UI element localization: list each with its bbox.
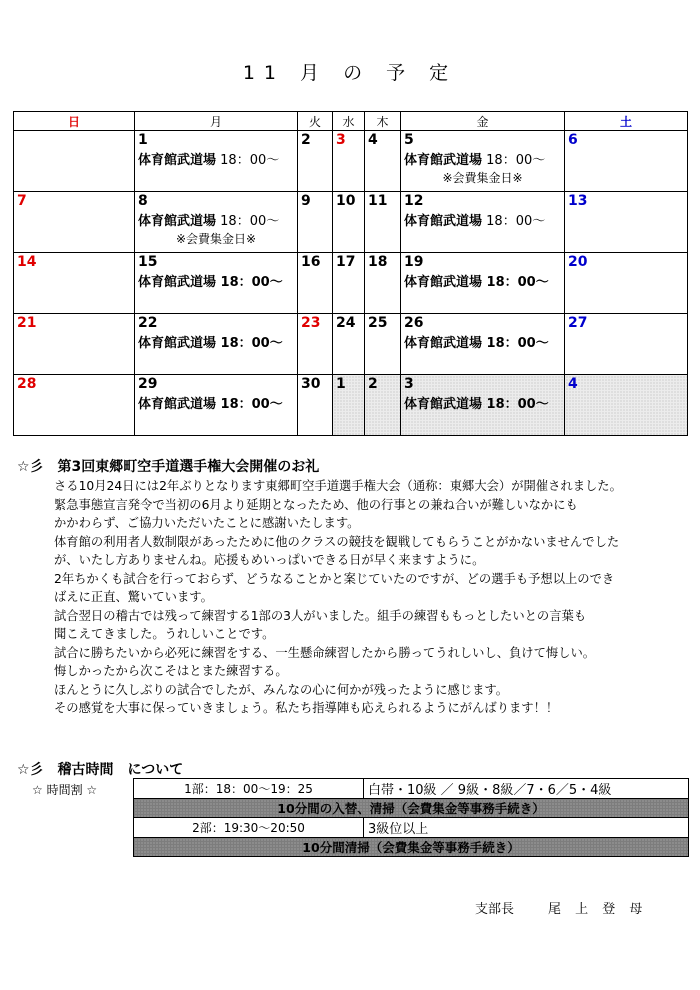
timetable-time: 2部：19:30〜20:50 bbox=[134, 818, 364, 838]
day-number: 24 bbox=[336, 315, 356, 331]
day-cell bbox=[333, 314, 365, 375]
body-line: 試合翌日の稽古では残って練習する1部の3人がいました。組手の練習ももっとしたいとの言葉も bbox=[54, 608, 587, 623]
body-line: 緊急事態宣言発令で当初の6月より延期となったため、他の行事との兼ね合いが難しいなかにも bbox=[54, 497, 578, 512]
day-number: 29 bbox=[138, 376, 158, 392]
day-cell bbox=[401, 314, 565, 375]
day-number: 23 bbox=[301, 315, 321, 331]
day-cell bbox=[14, 192, 135, 253]
day-cell bbox=[365, 253, 401, 314]
day-number: 2 bbox=[368, 376, 378, 392]
day-number: 27 bbox=[568, 315, 588, 331]
timetable-label: ☆ 時間割 ☆ bbox=[32, 783, 98, 797]
event-text: 体育館武道場 18：00〜 bbox=[138, 275, 283, 290]
day-cell bbox=[14, 375, 135, 436]
calendar-week bbox=[14, 131, 688, 192]
calendar-week bbox=[14, 314, 688, 375]
header-wed: 水 bbox=[333, 112, 365, 131]
signature-role: 支部長 bbox=[475, 902, 515, 917]
header-thu: 木 bbox=[365, 112, 401, 131]
day-number: 1 bbox=[336, 376, 346, 392]
day-cell bbox=[333, 131, 365, 192]
timetable-band-row bbox=[134, 838, 689, 857]
event-text bbox=[138, 213, 294, 231]
header-sat: 土 bbox=[565, 112, 688, 131]
header-mon: 月 bbox=[135, 112, 298, 131]
day-number: 14 bbox=[17, 254, 37, 270]
header-tue: 火 bbox=[298, 112, 333, 131]
day-cell bbox=[401, 192, 565, 253]
day-cell bbox=[401, 131, 565, 192]
timetable-desc: 白帯・10級 ／ 9級・8級／7・6／5・4級 bbox=[364, 779, 689, 799]
event-note: ※会費集金日※ bbox=[442, 171, 523, 185]
body-line: かかわらず、ご協力いただいたことに感謝いたします。 bbox=[54, 516, 360, 530]
event-text: 体育館武道場 18：00〜 bbox=[404, 275, 549, 290]
section-body-thanks bbox=[54, 477, 694, 718]
event-text: 体育館武道場 18：00〜 bbox=[138, 336, 283, 351]
day-number: 7 bbox=[17, 193, 27, 209]
body-line: 悔しかったから次こそはとまた練習する。 bbox=[54, 664, 288, 678]
event-note: ※会費集金日※ bbox=[175, 232, 257, 246]
day-number: 17 bbox=[336, 254, 356, 270]
day-number: 15 bbox=[138, 254, 158, 270]
day-cell bbox=[135, 131, 298, 192]
day-number: 26 bbox=[404, 315, 424, 331]
signature-name: 尾 上 登 母 bbox=[548, 902, 648, 917]
body-line: ばえに正直、驚いています。 bbox=[54, 590, 213, 604]
day-cell bbox=[14, 314, 135, 375]
day-cell bbox=[298, 375, 333, 436]
day-number: 12 bbox=[404, 193, 424, 209]
timetable-time: 1部：18：00〜19：25 bbox=[134, 779, 364, 799]
day-number: 30 bbox=[301, 376, 321, 392]
header-sun: 日 bbox=[14, 112, 135, 131]
day-cell bbox=[298, 192, 333, 253]
event-text: 体育館武道場 18：00〜 bbox=[404, 336, 549, 351]
day-number: 11 bbox=[368, 193, 388, 209]
day-number: 21 bbox=[17, 315, 37, 331]
day-number: 3 bbox=[336, 132, 346, 148]
calendar-week bbox=[14, 192, 688, 253]
day-cell bbox=[135, 314, 298, 375]
event-time: 18：00〜 bbox=[486, 214, 546, 229]
event-text: 体育館武道場 18：00〜 bbox=[404, 397, 549, 412]
day-cell bbox=[298, 253, 333, 314]
body-line: 体育館の利用者人数制限があったために他のクラスの競技を観戦してもらうことがかないませんでした bbox=[54, 534, 620, 549]
day-number: 5 bbox=[404, 132, 414, 148]
event-time: 18：00〜 bbox=[486, 153, 546, 168]
day-cell bbox=[565, 192, 688, 253]
body-line: ほんとうに久しぶりの試合でしたが、みんなの心に何かが残ったように感じます。 bbox=[54, 682, 509, 697]
day-cell bbox=[298, 314, 333, 375]
day-number: 3 bbox=[404, 376, 414, 392]
day-number: 4 bbox=[568, 376, 578, 392]
day-number: 28 bbox=[17, 376, 37, 392]
day-cell bbox=[333, 253, 365, 314]
timetable-band: 10分間の入替、清掃（会費集金等事務手続き） bbox=[134, 799, 689, 818]
event-time: 18：00〜 bbox=[220, 153, 280, 168]
timetable-row bbox=[134, 779, 689, 799]
event-text bbox=[404, 152, 561, 170]
event-location: 体育館武道場 bbox=[138, 214, 217, 229]
day-number: 20 bbox=[568, 254, 588, 270]
event-text bbox=[138, 152, 294, 170]
header-fri: 金 bbox=[401, 112, 565, 131]
day-number: 9 bbox=[301, 193, 311, 209]
event-time: 18：00〜 bbox=[220, 214, 280, 229]
day-number: 4 bbox=[368, 132, 378, 148]
timetable-desc: 3級位以上 bbox=[364, 818, 689, 838]
day-cell-next-month bbox=[401, 375, 565, 436]
body-line: 2年ちかくも試合を行っておらず、どうなることかと案じていたのですが、どの選手も予想以上のでき bbox=[54, 571, 615, 586]
day-number: 8 bbox=[138, 193, 148, 209]
day-cell bbox=[333, 192, 365, 253]
day-cell-next-month bbox=[365, 375, 401, 436]
day-number: 25 bbox=[368, 315, 388, 331]
day-cell bbox=[14, 253, 135, 314]
body-line: 試合に勝ちたいから必死に練習をする、一生懸命練習したから勝ってうれしいし、負けて悔しい。 bbox=[54, 645, 596, 660]
body-line: 聞こえてきました。うれしいことです。 bbox=[54, 627, 275, 641]
day-number: 18 bbox=[368, 254, 388, 270]
calendar-header-row bbox=[14, 112, 688, 131]
body-line: その感覚を大事に保っていきましょう。私たち指導陣も応えられるようにがんばります！！ bbox=[54, 701, 559, 715]
day-number: 22 bbox=[138, 315, 158, 331]
signature bbox=[475, 898, 647, 917]
day-number: 13 bbox=[568, 193, 588, 209]
timetable-band-row bbox=[134, 799, 689, 818]
page-title: 11 月 の 予 定 bbox=[242, 62, 458, 84]
day-cell-next-month bbox=[565, 375, 688, 436]
day-cell bbox=[565, 253, 688, 314]
day-cell bbox=[565, 131, 688, 192]
day-number: 19 bbox=[404, 254, 424, 270]
day-cell bbox=[365, 314, 401, 375]
calendar-week bbox=[14, 253, 688, 314]
day-cell bbox=[401, 253, 565, 314]
day-cell bbox=[14, 131, 135, 192]
day-number: 6 bbox=[568, 132, 578, 148]
timetable-band: 10分間清掃（会費集金等事務手続き） bbox=[134, 838, 689, 857]
day-number: 2 bbox=[301, 132, 311, 148]
day-number: 1 bbox=[138, 132, 148, 148]
event-text: 体育館武道場 18：00〜 bbox=[138, 397, 283, 412]
day-cell bbox=[135, 375, 298, 436]
event-location: 体育館武道場 bbox=[404, 214, 483, 229]
timetable-row bbox=[134, 818, 689, 838]
day-cell bbox=[565, 314, 688, 375]
section-heading-practice: ☆彡 稽古時間 について bbox=[17, 762, 184, 778]
section-heading-thanks: ☆彡 第3回東郷町空手道選手権大会開催のお礼 bbox=[17, 459, 320, 475]
event-text bbox=[404, 213, 561, 231]
day-cell bbox=[135, 253, 298, 314]
day-number: 10 bbox=[336, 193, 356, 209]
day-cell bbox=[365, 131, 401, 192]
calendar-week bbox=[14, 375, 688, 436]
timetable bbox=[133, 778, 689, 857]
day-cell bbox=[298, 131, 333, 192]
event-location: 体育館武道場 bbox=[138, 153, 217, 168]
day-cell bbox=[135, 192, 298, 253]
day-cell bbox=[365, 192, 401, 253]
day-cell-next-month bbox=[333, 375, 365, 436]
event-location: 体育館武道場 bbox=[404, 153, 483, 168]
body-line: さる10月24日には2年ぶりとなります東郷町空手道選手権大会（通称：東郷大会）が開催されました。 bbox=[54, 479, 622, 493]
day-number: 16 bbox=[301, 254, 321, 270]
body-line: が、いたし方ありませんね。応援もめいっぱいできる日が早く来ますように。 bbox=[54, 553, 485, 567]
calendar-table bbox=[13, 111, 688, 436]
